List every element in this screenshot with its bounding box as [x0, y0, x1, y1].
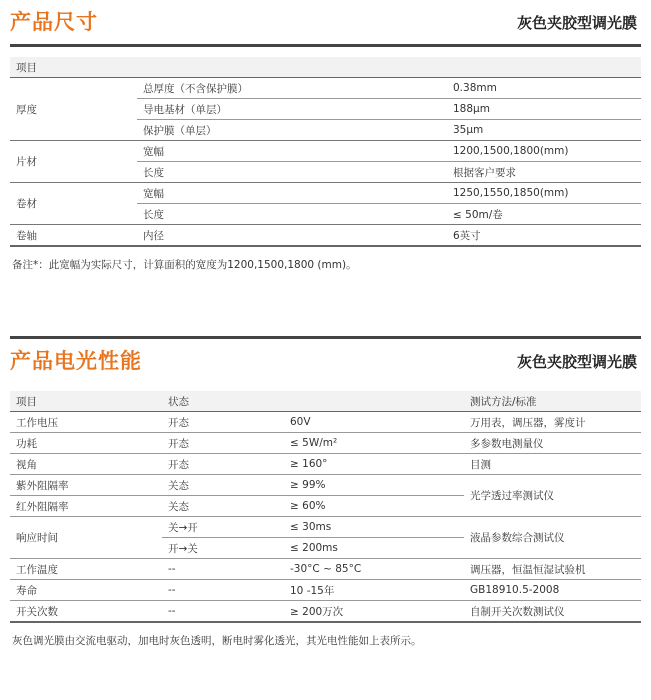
value-cell: ≥ 160°	[284, 454, 464, 475]
header-item: 项目	[10, 391, 162, 412]
state-cell: 开→关	[162, 538, 284, 559]
value-cell: 35μm	[447, 120, 641, 141]
value-cell: 1200,1500,1800(mm)	[447, 141, 641, 162]
item-cell: 总厚度（不含保护膜）	[137, 78, 447, 99]
item-cell: 响应时间	[10, 517, 162, 559]
item-cell: 长度	[137, 204, 447, 225]
section-header	[10, 339, 641, 383]
item-cell: 长度	[137, 162, 447, 183]
item-cell: 内径	[137, 225, 447, 247]
group-label-roll: 卷材	[10, 183, 137, 225]
item-cell: 工作温度	[10, 559, 162, 580]
section-electro-optical	[10, 336, 641, 648]
method-cell: GB18910.5-2008	[464, 580, 641, 601]
value-cell: ≤ 200ms	[284, 538, 464, 559]
state-cell: 开态	[162, 454, 284, 475]
group-label-thickness: 厚度	[10, 78, 137, 141]
table-row	[10, 433, 641, 454]
table-row	[10, 78, 641, 99]
value-cell: ≤ 5W/m²	[284, 433, 464, 454]
item-cell: 红外阻隔率	[10, 496, 162, 517]
table-row	[10, 559, 641, 580]
table-row	[10, 580, 641, 601]
state-cell: --	[162, 559, 284, 580]
group-label-sheet: 片材	[10, 141, 137, 183]
product-name: 灰色夹胶型调光膜	[516, 353, 637, 371]
item-cell: 视角	[10, 454, 162, 475]
item-cell: 宽幅	[137, 183, 447, 204]
value-cell: 0.38mm	[447, 78, 641, 99]
section-title: 产品电光性能	[10, 349, 142, 373]
item-cell: 寿命	[10, 580, 162, 601]
value-cell: ≥ 60%	[284, 496, 464, 517]
value-cell: ≤ 50m/卷	[447, 204, 641, 225]
table-row	[10, 183, 641, 204]
performance-note: 灰色调光膜由交流电驱动，加电时灰色透明，断电时雾化透光，其光电性能如上表所示。	[12, 635, 422, 647]
value-cell: 6英寸	[447, 225, 641, 247]
state-cell: --	[162, 601, 284, 623]
section-header	[10, 0, 641, 44]
method-cell: 自制开关次数测试仪	[464, 601, 641, 623]
item-cell: 宽幅	[137, 141, 447, 162]
table-row	[10, 517, 641, 538]
group-label-core: 卷轴	[10, 225, 137, 247]
value-cell: 根据客户要求	[447, 162, 641, 183]
table-row	[10, 412, 641, 433]
item-cell: 紫外阻隔率	[10, 475, 162, 496]
dimensions-note: 备注*：此宽幅为实际尺寸，计算面积的宽度为1200,1500,1800 (mm)。	[12, 259, 357, 271]
state-cell: 开态	[162, 433, 284, 454]
value-cell: ≥ 200万次	[284, 601, 464, 623]
state-cell: --	[162, 580, 284, 601]
section-dimensions	[10, 0, 641, 272]
value-cell: 188μm	[447, 99, 641, 120]
state-cell: 关态	[162, 475, 284, 496]
state-cell: 开态	[162, 412, 284, 433]
header-state: 状态	[162, 391, 464, 412]
value-cell: 1250,1550,1850(mm)	[447, 183, 641, 204]
value-cell: ≤ 30ms	[284, 517, 464, 538]
product-name: 灰色夹胶型调光膜	[516, 14, 637, 32]
value-cell: -30°C ~ 85°C	[284, 559, 464, 580]
table-header-row	[10, 57, 641, 78]
performance-table	[10, 391, 641, 623]
header-method: 测试方法/标准	[464, 391, 641, 412]
method-cell: 光学透过率测试仪	[464, 475, 641, 517]
item-cell: 导电基材（单层）	[137, 99, 447, 120]
method-cell: 多参数电测量仪	[464, 433, 641, 454]
method-cell: 液晶参数综合测试仪	[464, 517, 641, 559]
dimensions-table	[10, 57, 641, 247]
value-cell: 10 -15年	[284, 580, 464, 601]
table-row	[10, 225, 641, 247]
table-row	[10, 601, 641, 623]
state-cell: 关→开	[162, 517, 284, 538]
item-cell: 保护膜（单层）	[137, 120, 447, 141]
state-cell: 关态	[162, 496, 284, 517]
table-row	[10, 454, 641, 475]
header-item: 项目	[10, 57, 641, 78]
value-cell: 60V	[284, 412, 464, 433]
item-cell: 开关次数	[10, 601, 162, 623]
method-cell: 目测	[464, 454, 641, 475]
method-cell: 调压器，恒温恒湿试验机	[464, 559, 641, 580]
method-cell: 万用表，调压器，雾度计	[464, 412, 641, 433]
item-cell: 功耗	[10, 433, 162, 454]
table-header-row	[10, 391, 641, 412]
table-row	[10, 475, 641, 496]
section-title: 产品尺寸	[10, 10, 98, 34]
table-row	[10, 141, 641, 162]
value-cell: ≥ 99%	[284, 475, 464, 496]
item-cell: 工作电压	[10, 412, 162, 433]
